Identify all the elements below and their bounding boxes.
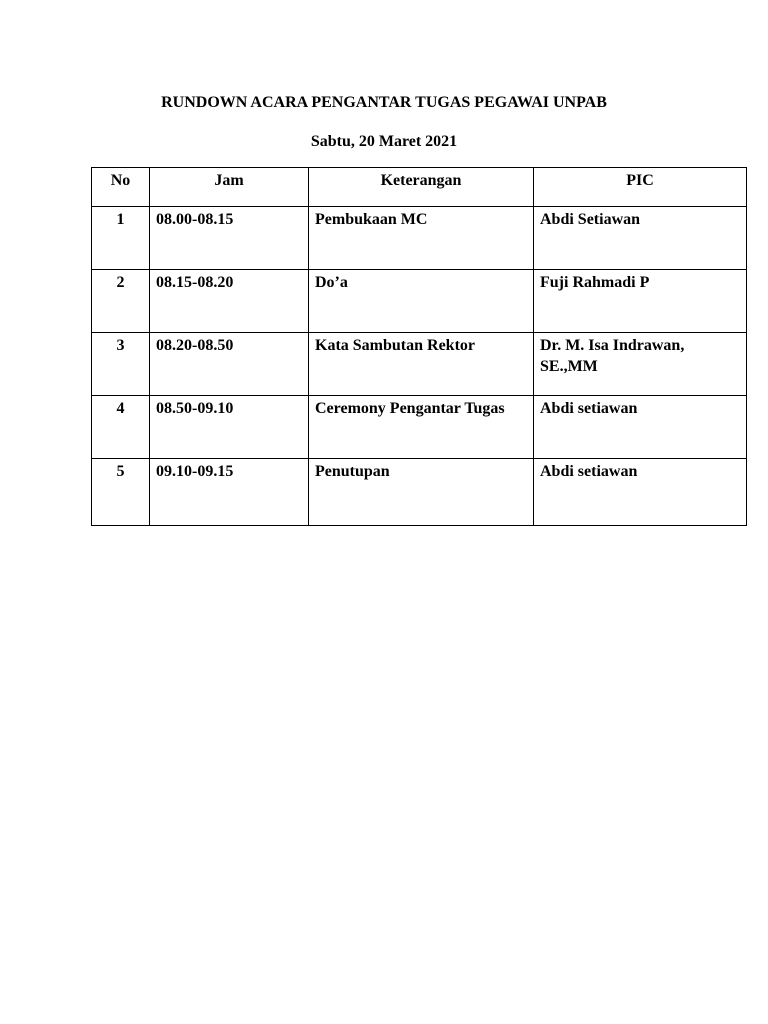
cell-keterangan: Ceremony Pengantar Tugas xyxy=(309,396,534,459)
cell-pic: Abdi Setiawan xyxy=(534,207,747,270)
header-pic: PIC xyxy=(534,168,747,207)
table-row xyxy=(92,333,747,396)
cell-jam: 09.10-09.15 xyxy=(150,459,309,526)
cell-jam: 08.50-09.10 xyxy=(150,396,309,459)
cell-keterangan: Do’a xyxy=(309,270,534,333)
cell-no: 2 xyxy=(92,270,150,333)
cell-no: 4 xyxy=(92,396,150,459)
cell-keterangan: Penutupan xyxy=(309,459,534,526)
document-title: RUNDOWN ACARA PENGANTAR TUGAS PEGAWAI UNPAB xyxy=(161,94,607,111)
cell-pic: Abdi setiawan xyxy=(534,459,747,526)
header-no: No xyxy=(92,168,150,207)
cell-no: 5 xyxy=(92,459,150,526)
table-row xyxy=(92,459,747,526)
cell-no: 1 xyxy=(92,207,150,270)
cell-jam: 08.15-08.20 xyxy=(150,270,309,333)
cell-jam: 08.20-08.50 xyxy=(150,333,309,396)
rundown-table xyxy=(91,167,747,526)
header-jam: Jam xyxy=(150,168,309,207)
cell-pic: Dr. M. Isa Indrawan, SE.,MM xyxy=(534,333,747,396)
table-header-row xyxy=(92,168,747,207)
cell-no: 3 xyxy=(92,333,150,396)
table-row xyxy=(92,207,747,270)
cell-keterangan: Kata Sambutan Rektor xyxy=(309,333,534,396)
cell-keterangan: Pembukaan MC xyxy=(309,207,534,270)
table-row xyxy=(92,270,747,333)
header-keterangan: Keterangan xyxy=(309,168,534,207)
cell-jam: 08.00-08.15 xyxy=(150,207,309,270)
document-date: Sabtu, 20 Maret 2021 xyxy=(310,133,458,150)
table-row xyxy=(92,396,747,459)
cell-pic: Abdi setiawan xyxy=(534,396,747,459)
cell-pic: Fuji Rahmadi P xyxy=(534,270,747,333)
